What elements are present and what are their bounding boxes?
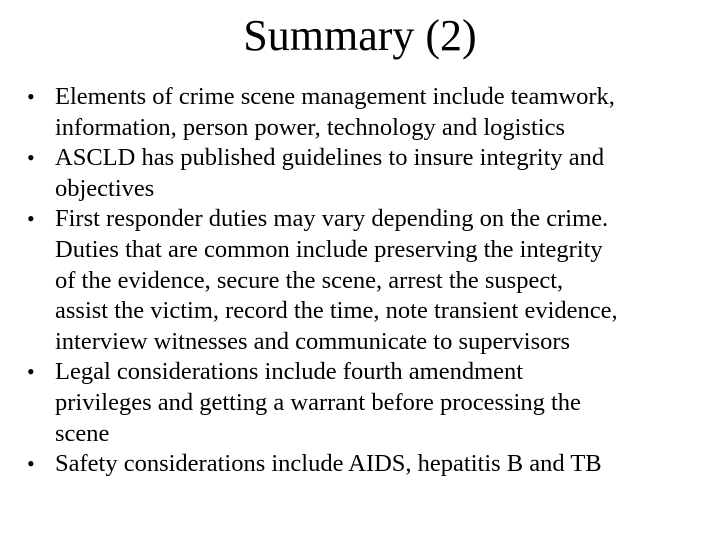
bullet-text [55, 357, 707, 449]
slide-title: Summary (2) [243, 11, 477, 60]
bullet-text [55, 82, 707, 143]
bullet-list [27, 82, 707, 480]
bullet-item-ascld-guidelines [27, 143, 707, 204]
bullet-item-legal-considerations [27, 357, 707, 449]
bullet-marker: • [27, 206, 35, 232]
bullet-item-safety-considerations [27, 449, 707, 480]
bullet-line: privileges and getting a warrant before processing the [55, 388, 581, 416]
bullet-line: interview witnesses and communicate to supervisors [55, 327, 571, 355]
bullet-line: assist the victim, record the time, note transient evidence, [55, 297, 618, 325]
bullet-item-first-responder-duties [27, 204, 707, 357]
bullet-marker: • [27, 145, 35, 171]
bullet-line: Elements of crime scene management include teamwork, [55, 83, 615, 110]
bullet-line: information, person power, technology and logistics [55, 113, 566, 141]
bullet-line: First responder duties may vary depending on the crime. [55, 205, 609, 233]
bullet-line: Safety considerations include AIDS, hepatitis B and TB [55, 450, 602, 478]
bullet-line: of the evidence, secure the scene, arrest the suspect, [55, 266, 564, 294]
bullet-line: scene [55, 419, 110, 447]
bullet-marker: • [27, 359, 35, 385]
bullet-text [55, 143, 707, 204]
bullet-item-crime-scene-management [27, 82, 707, 143]
bullet-line: Legal considerations include fourth amendment [55, 358, 524, 386]
bullet-marker: • [27, 451, 35, 477]
bullet-line: Duties that are common include preserving the integrity [55, 235, 603, 263]
bullet-line: ASCLD has published guidelines to insure integrity and [55, 144, 605, 172]
bullet-marker: • [27, 84, 35, 109]
bullet-text [55, 449, 707, 480]
bullet-line: objectives [55, 174, 155, 202]
bullet-text [55, 204, 707, 357]
